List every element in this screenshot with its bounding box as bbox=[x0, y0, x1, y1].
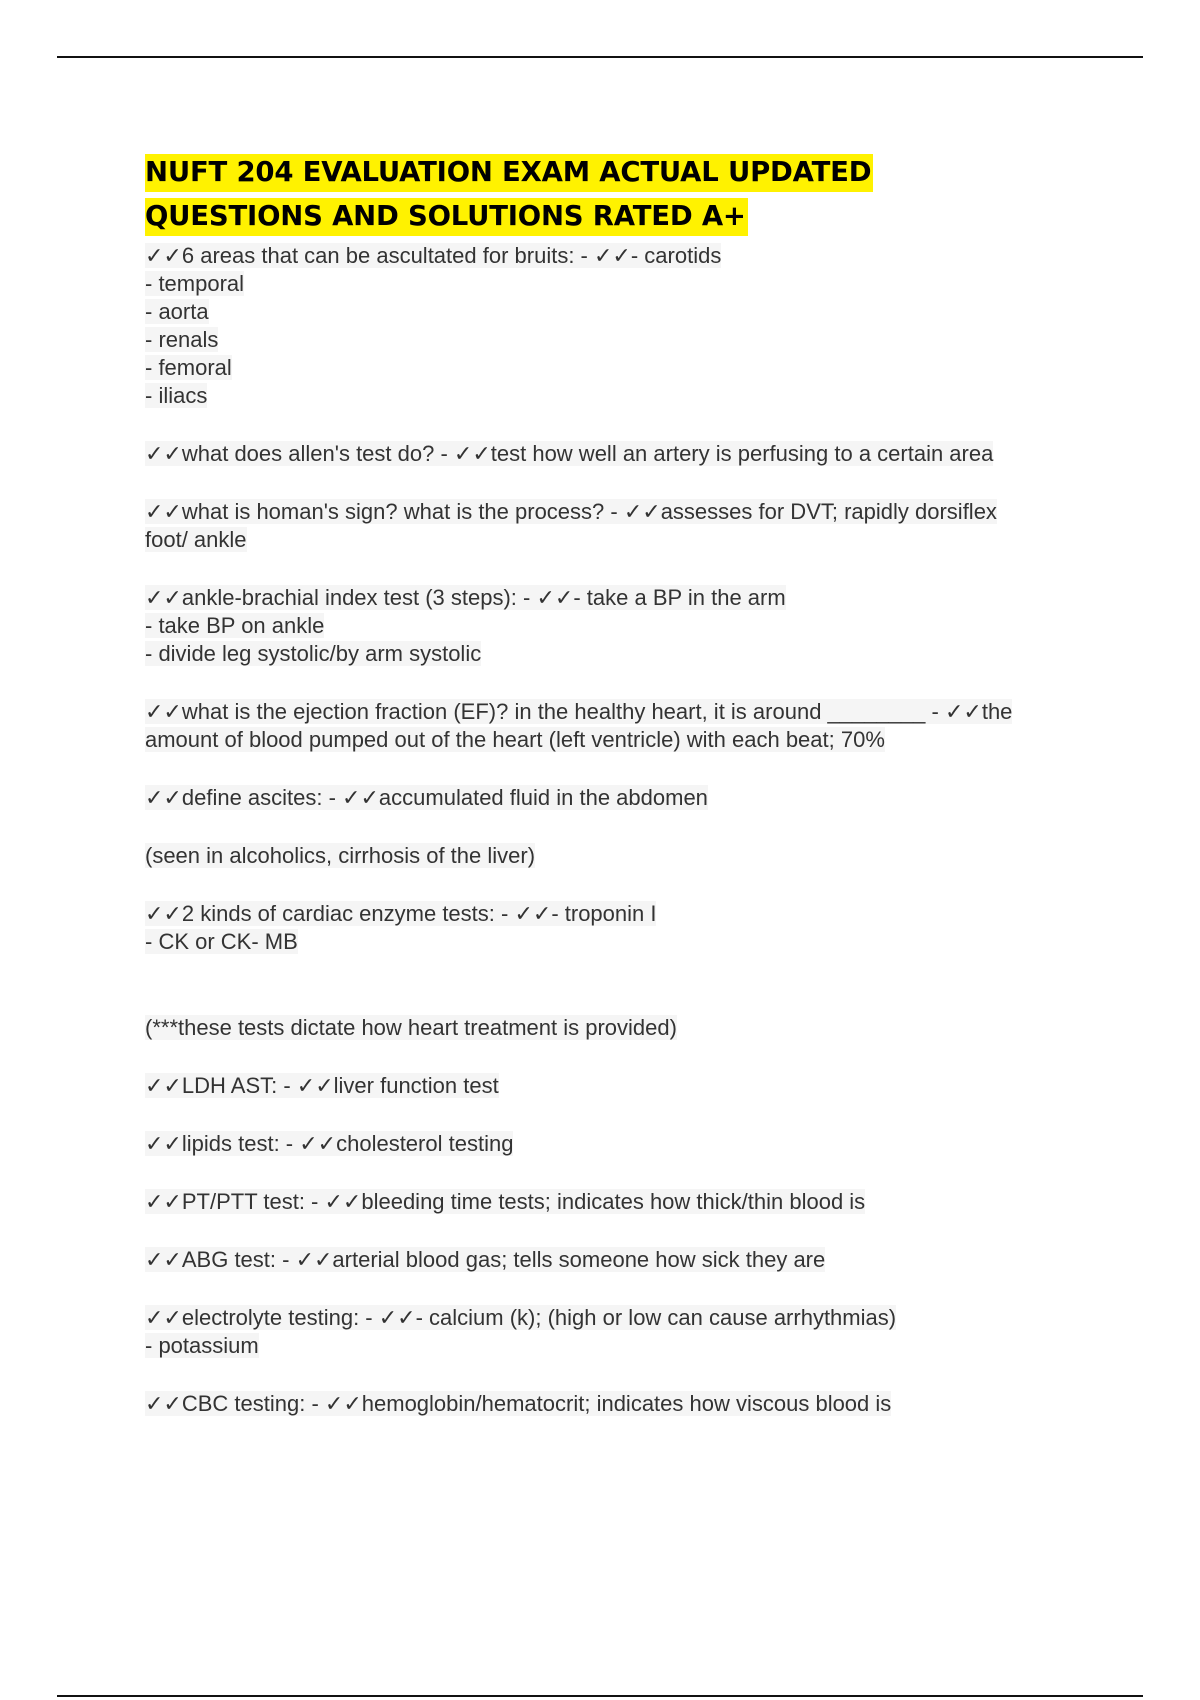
qa-line bbox=[145, 270, 1105, 298]
qa-line bbox=[145, 440, 1105, 468]
qa-line bbox=[145, 526, 1105, 554]
qa-line bbox=[145, 1188, 1105, 1216]
qa-line-text: ✓✓lipids test: - ✓✓cholesterol testing bbox=[145, 1131, 514, 1156]
qa-line-text: ✓✓what is homan's sign? what is the process? - ✓✓assesses for DVT; rapidly dorsiflex bbox=[145, 499, 997, 524]
qa-line-text: foot/ ankle bbox=[145, 527, 247, 552]
qa-line-text: - potassium bbox=[145, 1333, 259, 1358]
qa-line-text: - temporal bbox=[145, 271, 245, 296]
qa-line-text: - CK or CK- MB bbox=[145, 929, 298, 954]
qa-line bbox=[145, 498, 1105, 526]
qa-line bbox=[145, 900, 1105, 928]
qa-line-text: ✓✓2 kinds of cardiac enzyme tests: - ✓✓- troponin I bbox=[145, 901, 657, 926]
document-title bbox=[145, 150, 1105, 238]
title-line-2: QUESTIONS AND SOLUTIONS RATED A+ bbox=[145, 198, 748, 236]
document-body bbox=[145, 150, 1105, 1448]
qa-list bbox=[145, 242, 1105, 1418]
header-rule bbox=[57, 56, 1143, 58]
qa-line bbox=[145, 1304, 1105, 1332]
qa-line bbox=[145, 242, 1105, 270]
qa-entry bbox=[145, 900, 1105, 956]
qa-line bbox=[145, 298, 1105, 326]
qa-line-text: ✓✓CBC testing: - ✓✓hemoglobin/hematocrit; indicates how viscous blood is bbox=[145, 1391, 892, 1416]
qa-line bbox=[145, 612, 1105, 640]
qa-line-text: ✓✓define ascites: - ✓✓accumulated fluid in the abdomen bbox=[145, 785, 708, 810]
qa-line bbox=[145, 1332, 1105, 1360]
qa-line bbox=[145, 1246, 1105, 1274]
qa-line-text: - take BP on ankle bbox=[145, 613, 325, 638]
qa-line bbox=[145, 584, 1105, 612]
qa-line bbox=[145, 842, 1105, 870]
qa-entry bbox=[145, 1130, 1105, 1158]
qa-line bbox=[145, 784, 1105, 812]
qa-line bbox=[145, 1390, 1105, 1418]
qa-entry bbox=[145, 1304, 1105, 1360]
qa-line bbox=[145, 326, 1105, 354]
qa-line-text: - aorta bbox=[145, 299, 209, 324]
qa-entry bbox=[145, 1246, 1105, 1274]
qa-line bbox=[145, 726, 1105, 754]
qa-line-text: ✓✓ankle-brachial index test (3 steps): - ✓✓- take a BP in the arm bbox=[145, 585, 786, 610]
qa-entry bbox=[145, 498, 1105, 554]
qa-line bbox=[145, 1072, 1105, 1100]
qa-line-text: ✓✓electrolyte testing: - ✓✓- calcium (k); (high or low can cause arrhythmias) bbox=[145, 1305, 897, 1330]
qa-entry bbox=[145, 698, 1105, 754]
qa-line-text: - renals bbox=[145, 327, 219, 352]
qa-line bbox=[145, 640, 1105, 668]
qa-line-text: ✓✓PT/PTT test: - ✓✓bleeding time tests; indicates how thick/thin blood is bbox=[145, 1189, 866, 1214]
qa-line-text: ✓✓what does allen's test do? - ✓✓test how well an artery is perfusing to a certain area bbox=[145, 441, 994, 466]
qa-line-text: - iliacs bbox=[145, 383, 208, 408]
qa-line bbox=[145, 698, 1105, 726]
qa-entry bbox=[145, 842, 1105, 870]
qa-line bbox=[145, 1130, 1105, 1158]
qa-line bbox=[145, 928, 1105, 956]
qa-line-text: amount of blood pumped out of the heart (left ventricle) with each beat; 70% bbox=[145, 727, 885, 752]
qa-line-text: (***these tests dictate how heart treatment is provided) bbox=[145, 1015, 677, 1040]
qa-line-text: ✓✓what is the ejection fraction (EF)? in the healthy heart, it is around ________ - ✓✓the bbox=[145, 699, 1013, 724]
title-line-1: NUFT 204 EVALUATION EXAM ACTUAL UPDATED bbox=[145, 154, 873, 192]
qa-line-text: ✓✓LDH AST: - ✓✓liver function test bbox=[145, 1073, 499, 1098]
qa-entry bbox=[145, 1390, 1105, 1418]
qa-entry bbox=[145, 1188, 1105, 1216]
qa-entry bbox=[145, 584, 1105, 668]
qa-entry bbox=[145, 242, 1105, 410]
qa-line bbox=[145, 382, 1105, 410]
qa-entry bbox=[145, 1014, 1105, 1042]
qa-line-text: - femoral bbox=[145, 355, 232, 380]
qa-entry bbox=[145, 1072, 1105, 1100]
qa-line bbox=[145, 354, 1105, 382]
qa-line-text: - divide leg systolic/by arm systolic bbox=[145, 641, 482, 666]
qa-line-text: ✓✓ABG test: - ✓✓arterial blood gas; tells someone how sick they are bbox=[145, 1247, 826, 1272]
qa-entry bbox=[145, 440, 1105, 468]
qa-line bbox=[145, 1014, 1105, 1042]
qa-line-text: ✓✓6 areas that can be ascultated for bruits: - ✓✓- carotids bbox=[145, 243, 722, 268]
footer-rule bbox=[57, 1695, 1143, 1697]
qa-line-text: (seen in alcoholics, cirrhosis of the liver) bbox=[145, 843, 536, 868]
qa-entry bbox=[145, 784, 1105, 812]
